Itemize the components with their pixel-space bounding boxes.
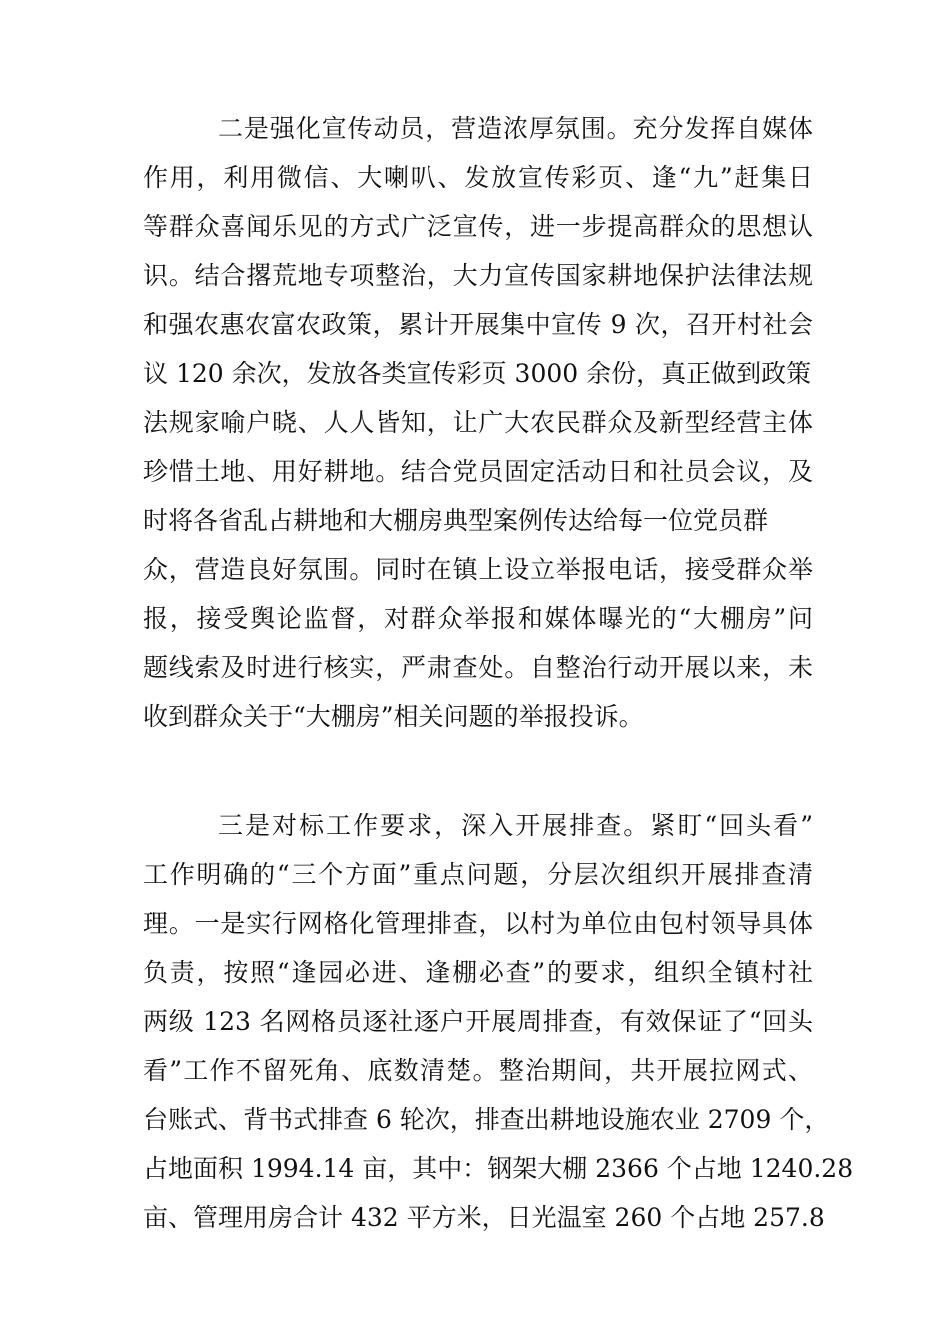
text-line: 时将各省乱占耕地和大棚房典型案例传达给每一位党员群 [143, 506, 769, 535]
text-line: 识。结合撂荒地专项整治，大力宣传国家耕地保护法律法规 [143, 261, 813, 290]
text-line: 两级 123 名网格员逐社逐户开展周排查，有效保证了“回头 [143, 1007, 813, 1036]
text-line: 众，营造良好氛围。同时在镇上设立举报电话，接受群众举 [143, 555, 813, 584]
text-line: 负责，按照“逢园必进、逢棚必查”的要求，组织全镇村社 [143, 958, 813, 987]
text-line: 亩、管理用房合计 432 平方米，日光温室 260 个占地 257.8 [143, 1203, 825, 1232]
text-line: 收到群众关于“大棚房”相关问题的举报投诉。 [143, 702, 644, 731]
text-line: 占地面积 1994.14 亩，其中：钢架大棚 2366 个占地 1240.28 [143, 1154, 854, 1183]
text-line: 珍惜土地、用好耕地。结合党员固定活动日和社员会议，及 [143, 457, 813, 486]
paragraph-inspection [143, 801, 854, 1242]
text-line: 三是对标工作要求，深入开展排查。紧盯“回头看” [218, 811, 813, 840]
text-line: 等群众喜闻乐见的方式广泛宣传，进一步提高群众的思想认 [143, 212, 813, 241]
text-line: 二是强化宣传动员，营造浓厚氛围。充分发挥自媒体 [218, 114, 813, 143]
text-line: 理。一是实行网格化管理排查，以村为单位由包村领导具体 [143, 909, 813, 938]
text-line: 和强农惠农富农政策，累计开展集中宣传 9 次，召开村社会 [143, 310, 813, 339]
text-line: 作用，利用微信、大喇叭、发放宣传彩页、逢“九”赶集日 [143, 163, 813, 192]
paragraph-publicity [143, 104, 813, 741]
text-line: 报，接受舆论监督，对群众举报和媒体曝光的“大棚房”问 [143, 604, 813, 633]
text-line: 法规家喻户晓、人人皆知，让广大农民群众及新型经营主体 [143, 408, 813, 437]
text-line: 看”工作不留死角、底数清楚。整治期间，共开展拉网式、 [143, 1056, 813, 1085]
text-line: 议 120 余次，发放各类宣传彩页 3000 余份，真正做到政策 [143, 359, 812, 388]
text-line: 工作明确的“三个方面”重点问题，分层次组织开展排查清 [143, 860, 813, 889]
text-line: 台账式、背书式排查 6 轮次，排查出耕地设施农业 2709 个， [143, 1105, 830, 1134]
text-line: 题线索及时进行核实，严肃查处。自整治行动开展以来，未 [143, 653, 813, 682]
